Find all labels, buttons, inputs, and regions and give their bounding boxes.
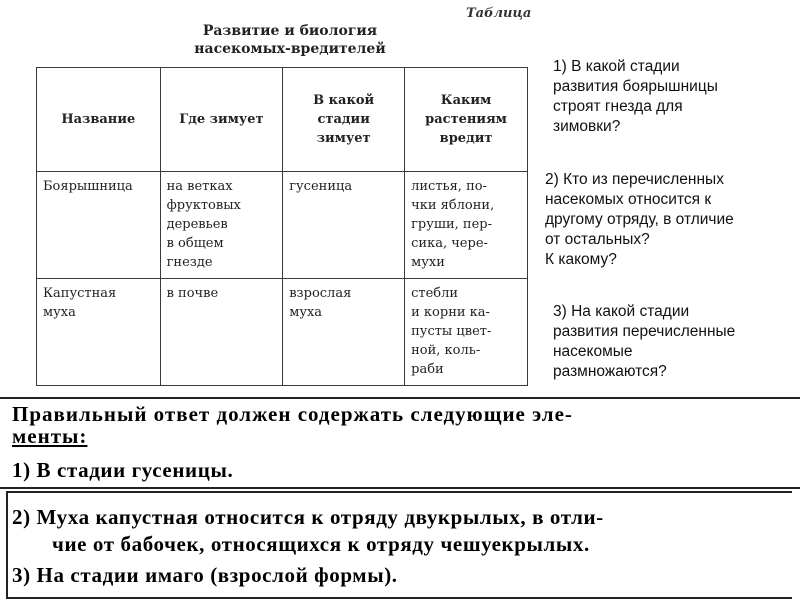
cell-where-winters: на ветках фруктовых деревьев в общем гнезде [160,172,283,279]
answer-block [0,397,800,600]
table-header-row [37,68,528,172]
cell-where-winters: в почве [160,279,283,386]
question-1: 1) В какой стадии развития боярышницы строят гнезда для зимовки? [553,58,718,135]
table-title: Развитие и биология насекомых-вредителей [194,23,386,57]
cell-name: Боярышница [37,172,161,279]
question-3: 3) На какой стадии развития перечисленные насекомые размножаются? [553,303,736,380]
cell-harmed-plants: стебли и корни ка- пусты цвет- ной, коль- раби [405,279,528,386]
answer-3: 3) На стадии имаго (взрослой формы). [12,563,398,587]
cell-winter-stage: взрослая муха [283,279,405,386]
header-harmed-plants: Каким растениям вредит [405,68,528,172]
divider [0,397,800,399]
answer-2-line2: чие от бабочек, относящихся к отряду чешуекрылых. [52,532,590,556]
table-row [37,172,528,279]
answer-1: 1) В стадии гусеницы. [12,458,234,482]
cell-winter-stage: гусеница [283,172,405,279]
pest-table [36,67,528,386]
header-name: Название [37,68,161,172]
header-where-winters: Где зимует [160,68,283,172]
cell-harmed-plants: листья, по- чки яблони, груши, пер- сика, чере- мухи [405,172,528,279]
answer-intro [12,403,792,447]
answer-2-line1: 2) Муха капустная относится к отряду двукрылых, в отли- [12,505,604,529]
table-row [37,279,528,386]
divider [0,487,800,489]
answer-intro-line2: менты: [12,424,88,448]
header-winter-stage: В какой стадии зимует [283,68,405,172]
table-label: Таблица [466,6,532,21]
cell-name: Капустная муха [37,279,161,386]
question-2: 2) Кто из перечисленных насекомых относится к другому отряду, в отличие от остальных? К какому? [545,171,734,268]
answer-intro-line1: Правильный ответ должен содержать следующие эле- [12,402,573,426]
